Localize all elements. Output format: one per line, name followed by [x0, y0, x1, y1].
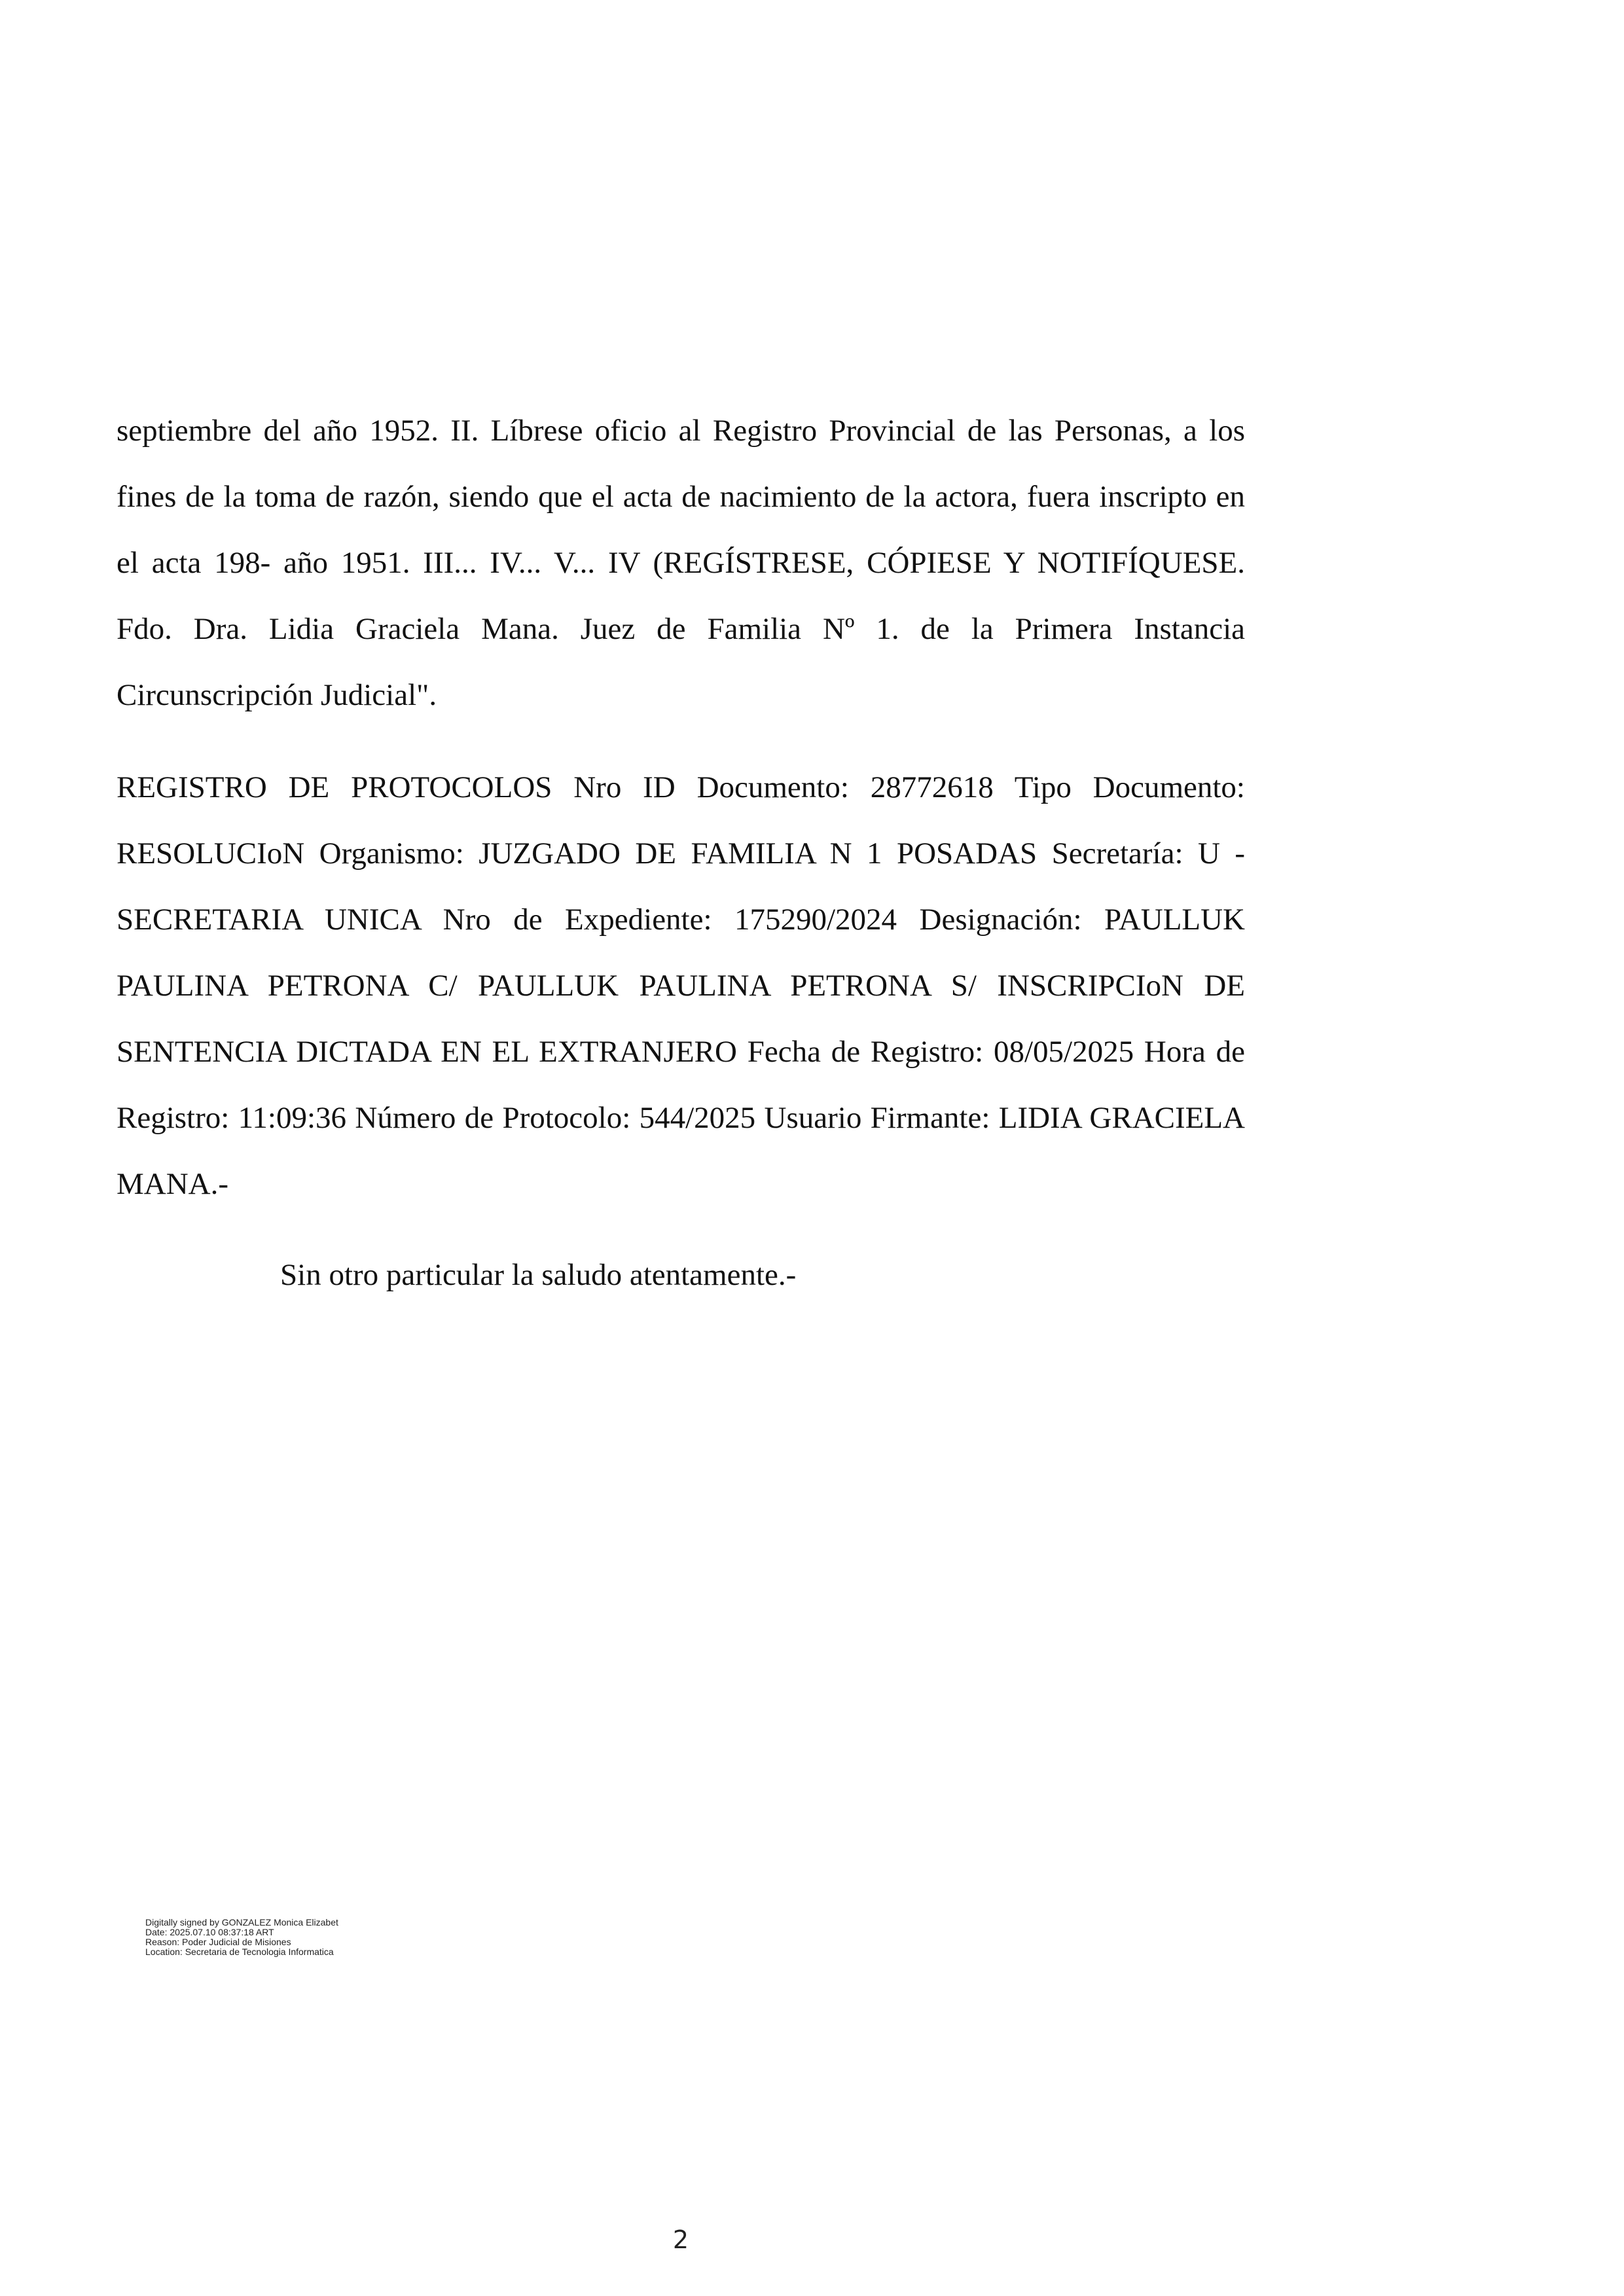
signature-signed-by: Digitally signed by GONZALEZ Monica Elizabet: [145, 1917, 338, 1928]
signature-date: Date: 2025.07.10 08:37:18 ART: [145, 1927, 274, 1937]
protocol-registry-paragraph: REGISTRO DE PROTOCOLOS Nro ID Documento: 28772618 Tipo Documento: RESOLUCIoN Organismo: JUZGADO DE FAMILIA N 1 POSADAS Secretaría: U - SECRETARIA UNICA Nro de Expediente: 175290/2024 Designación: PAULLUK PAULINA PETRONA C/ PAULLUK PAULINA PETRONA S/ INSCRIPCIoN DE SENTENCIA DICTADA EN EL EXTRANJERO Fecha de Registro: 08/05/2025 Hora de Registro: 11:09:36 Número de Protocolo: 544/2025 Usuario Firmante: LIDIA GRACIELA MANA.-: [117, 770, 1245, 1201]
signature-location: Location: Secretaria de Tecnologia Informatica: [145, 1946, 334, 1957]
closing-line: Sin otro particular la saludo atentamente.-: [280, 1258, 797, 1292]
page-number: 2: [672, 2225, 689, 2254]
signature-reason: Reason: Poder Judicial de Misiones: [145, 1937, 291, 1947]
resolution-paragraph: septiembre del año 1952. II. Líbrese oficio al Registro Provincial de las Personas, a los fines de la toma de razón, siendo que el acta de nacimiento de la actora, fuera inscripto en el acta 198- año 1951. III... IV... V... IV (REGÍSTRESE, CÓPIESE Y NOTIFÍQUESE. Fdo. Dra. Lidia Graciela Mana. Juez de Familia Nº 1. de la Primera Instancia Circunscripción Judicial".: [117, 414, 1245, 712]
digital-signature-block: [145, 1918, 361, 1957]
document-body: [117, 398, 1245, 1308]
